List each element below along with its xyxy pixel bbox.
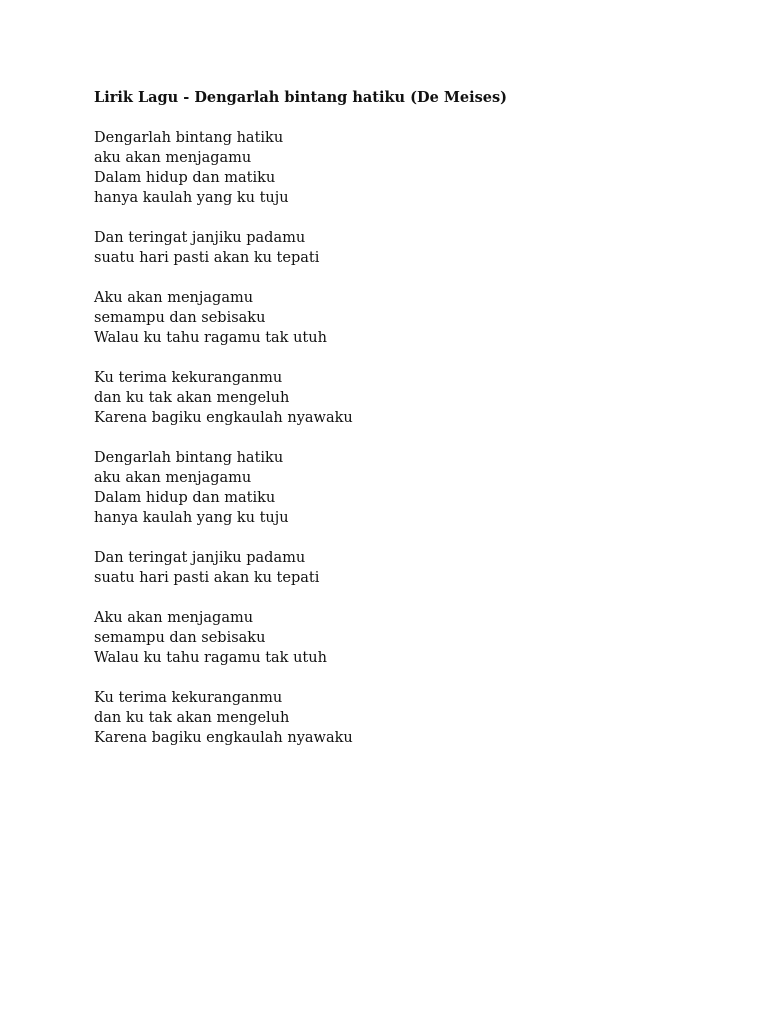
lyric-line: Ku terima kekuranganmu: [94, 690, 283, 706]
document-title: Lirik Lagu - Dengarlah bintang hatiku (De Meises): [94, 89, 508, 106]
lyric-line: Aku akan menjagamu: [94, 610, 254, 626]
lyric-line: Dalam hidup dan matiku: [94, 170, 276, 186]
lyric-line: dan ku tak akan mengeluh: [94, 390, 290, 406]
lyric-line: semampu dan sebisaku: [94, 310, 266, 326]
lyric-line: semampu dan sebisaku: [94, 630, 266, 646]
document-content: [94, 88, 694, 768]
stanza-4: [94, 368, 694, 428]
lyric-line: dan ku tak akan mengeluh: [94, 710, 290, 726]
stanza-3: [94, 288, 694, 348]
lyric-line: hanya kaulah yang ku tuju: [94, 510, 289, 526]
lyric-line: Karena bagiku engkaulah nyawaku: [94, 730, 353, 746]
lyric-line: Aku akan menjagamu: [94, 290, 254, 306]
lyric-line: suatu hari pasti akan ku tepati: [94, 250, 320, 266]
lyric-line: Dan teringat janjiku padamu: [94, 550, 306, 566]
stanza-6: [94, 548, 694, 588]
lyric-line: Dalam hidup dan matiku: [94, 490, 276, 506]
stanza-2: [94, 228, 694, 268]
lyric-line: hanya kaulah yang ku tuju: [94, 190, 289, 206]
lyric-line: Walau ku tahu ragamu tak utuh: [94, 650, 327, 666]
lyric-line: aku akan menjagamu: [94, 150, 252, 166]
lyric-line: Dan teringat janjiku padamu: [94, 230, 306, 246]
lyric-line: Dengarlah bintang hatiku: [94, 130, 284, 146]
lyric-line: Dengarlah bintang hatiku: [94, 450, 284, 466]
lyric-line: suatu hari pasti akan ku tepati: [94, 570, 320, 586]
stanza-8: [94, 688, 694, 748]
stanza-1: [94, 128, 694, 208]
lyric-line: Ku terima kekuranganmu: [94, 370, 283, 386]
lyric-line: aku akan menjagamu: [94, 470, 252, 486]
lyric-line: Karena bagiku engkaulah nyawaku: [94, 410, 353, 426]
stanza-5: [94, 448, 694, 528]
lyric-line: Walau ku tahu ragamu tak utuh: [94, 330, 327, 346]
stanza-7: [94, 608, 694, 668]
